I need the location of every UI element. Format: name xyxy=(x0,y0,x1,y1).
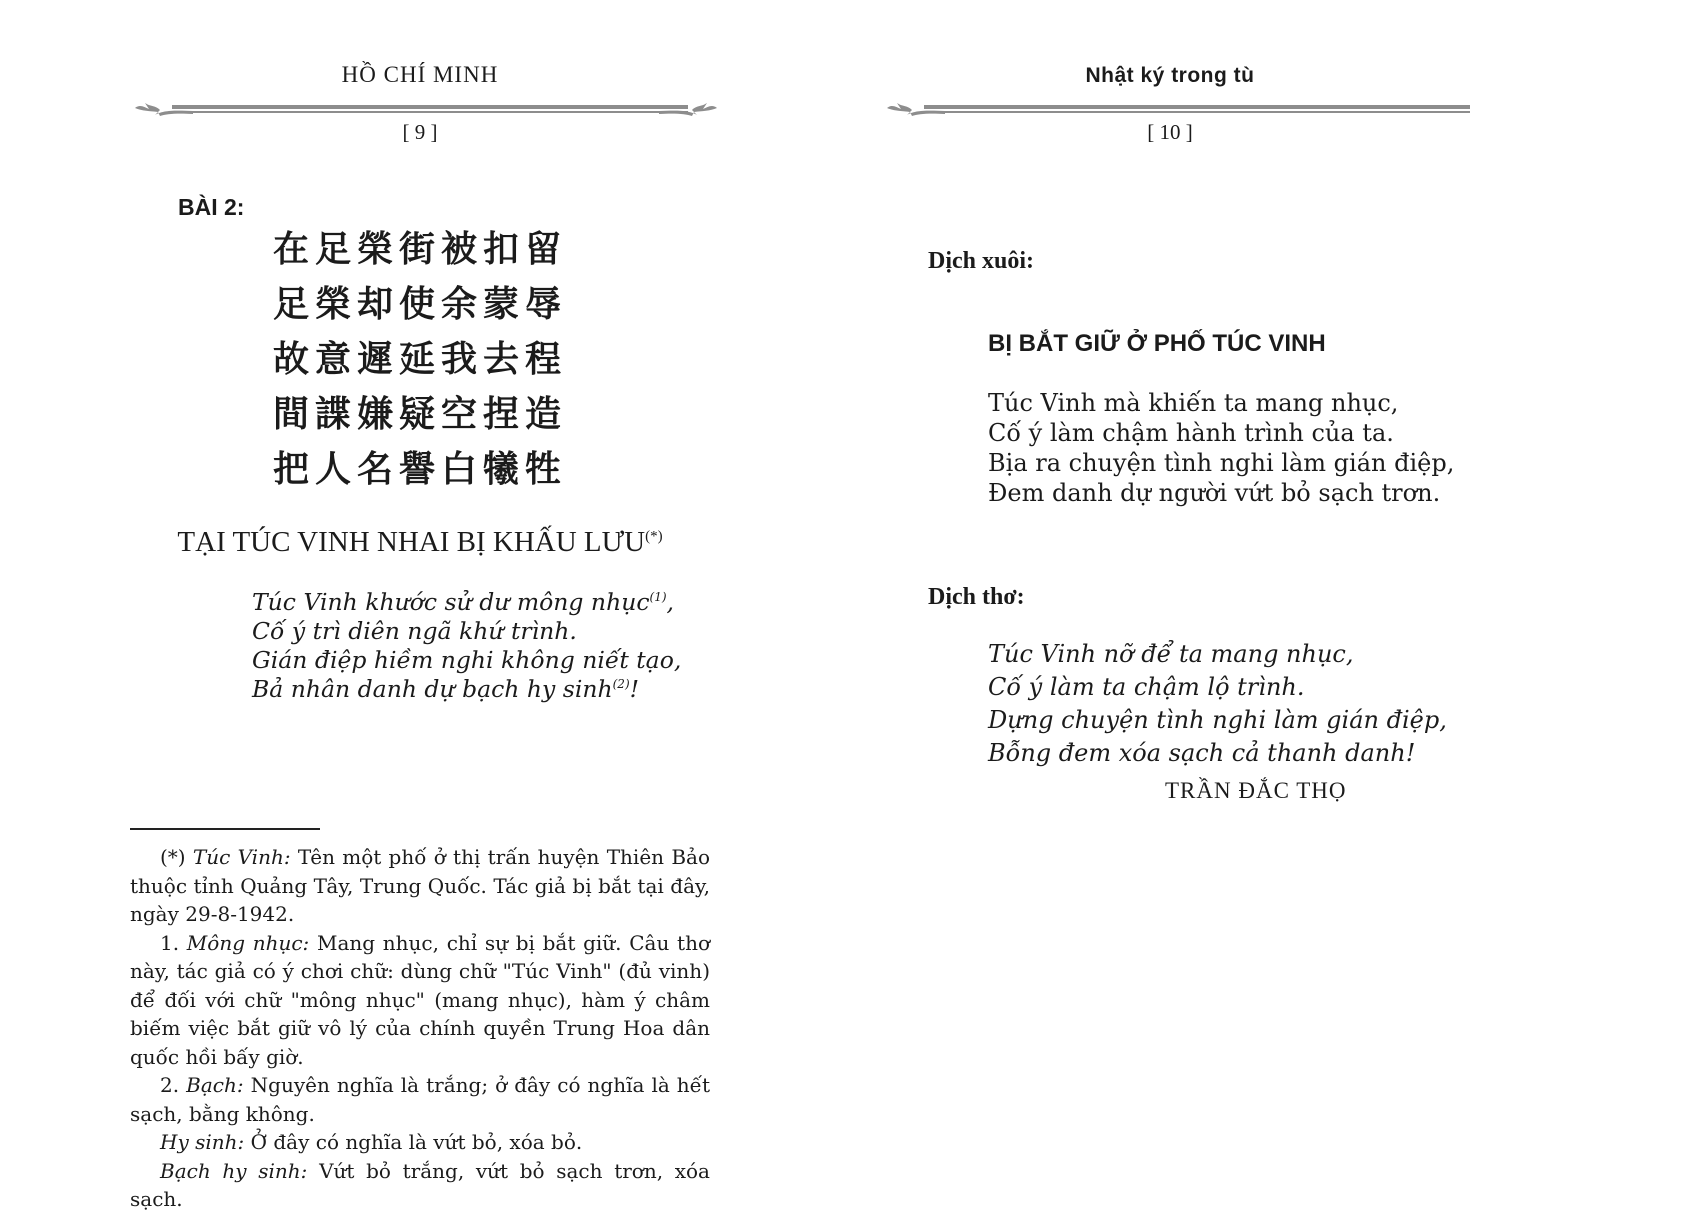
prose-translation xyxy=(880,388,1460,508)
prose-line: Đem danh dự người vứt bỏ sạch trơn. xyxy=(988,479,1441,507)
footnote-item: (*) Túc Vinh: Tên một phố ở thị trấn huyện Thiên Bảo thuộc tỉnh Quảng Tây, Trung Quốc. Tác giả bị bắt tại đây, ngày 29-8-1942. xyxy=(130,845,710,926)
verse-translation xyxy=(880,638,1460,770)
footnote-item: Hy sinh: Ở đây có nghĩa là vứt bỏ, xóa bỏ. xyxy=(160,1130,583,1154)
right-page xyxy=(880,0,1460,1204)
verse-line: Cố ý trì diên ngã khứ trình. xyxy=(252,617,577,645)
footnote-marker: (2) xyxy=(612,677,630,692)
right-running-head: Nhật ký trong tù xyxy=(1085,64,1255,87)
poem-title xyxy=(130,526,710,559)
chinese-verse-line: 故意遲延我去程 xyxy=(272,338,567,380)
prose-line: Cố ý làm chậm hành trình của ta. xyxy=(988,419,1394,447)
left-header-divider xyxy=(138,98,694,120)
right-header-divider xyxy=(890,98,1470,120)
right-page-number: [ 10 ] xyxy=(1147,120,1193,144)
prose-line: Túc Vinh mà khiến ta mang nhục, xyxy=(988,389,1399,417)
sino-vietnamese-verse xyxy=(130,588,710,704)
left-page xyxy=(130,0,711,1211)
verse-line: Bả nhân danh dự bạch hy $\sinh^{(2)}$! xyxy=(252,675,640,703)
prose-line: Bịa ra chuyện tình nghi làm gián điệp, xyxy=(988,449,1455,477)
prose-translation-label: Dịch xuôi: xyxy=(928,248,1035,274)
verse-line: Túc Vinh nỡ để ta mang nhục, xyxy=(988,640,1354,668)
footnote-item: 1. Mông nhục: Mang nhục, chỉ sự bị bắt giữ. Câu thơ này, tác giả có ý chơi chữ: dùng chữ "Túc Vinh" (đủ vinh) để đối với chữ "mông nhục" (mang nhục), hàm ý châm biếm việc bắt giữ vô lý của chính quyền Trung Hoa dân quốc hồi bấy giờ. xyxy=(130,930,710,1069)
footnote-marker: (1) xyxy=(649,590,667,605)
lesson-label: BÀI 2: xyxy=(178,194,245,220)
verse-line: Cố ý làm ta chậm lộ trình. xyxy=(988,673,1305,701)
chinese-verse-line: 把人名譽白犧牲 xyxy=(272,448,567,490)
chinese-poem xyxy=(130,222,710,497)
footnote-item: Bạch hy sinh: Vứt bỏ trắng, vứt bỏ sạch trơn, xóa sạch. xyxy=(130,1158,710,1211)
verse-translation-label: Dịch thơ: xyxy=(928,584,1025,610)
verse-line: Gián điệp hiềm nghi không niết tạo, xyxy=(252,646,682,674)
footnote-rule xyxy=(130,828,320,830)
chinese-verse-line: 足榮却使余蒙辱 xyxy=(272,283,567,325)
poem-title-text: TẠI TÚC VINH NHAI BỊ KHẤU LƯU xyxy=(177,526,646,558)
verse-line: Bỗng đem xóa sạch cả thanh danh! xyxy=(988,739,1416,767)
translator-name: TRẦN ĐẮC THỌ xyxy=(1165,778,1347,803)
left-page-number: [ 9 ] xyxy=(402,120,438,144)
chinese-verse-line: 在足榮街被扣留 xyxy=(272,228,567,270)
chinese-verse-line: 間諜嫌疑空捏造 xyxy=(272,393,567,435)
poem-title-footnote-marker: (*) xyxy=(645,528,663,545)
verse-line: Túc Vinh khước sử dư mông nhục$^{(1)}$, xyxy=(252,588,674,616)
translated-title: BỊ BẮT GIỮ Ở PHỐ TÚC VINH xyxy=(988,330,1326,357)
footnote-item: 2. Bạch: Nguyên nghĩa là trắng; ở đây có nghĩa là hết sạch, bằng không. xyxy=(130,1073,711,1126)
footnotes xyxy=(130,843,710,1214)
left-running-head: HỒ CHÍ MINH xyxy=(341,62,499,87)
verse-line: Dựng chuyện tình nghi làm gián điệp, xyxy=(988,706,1447,734)
